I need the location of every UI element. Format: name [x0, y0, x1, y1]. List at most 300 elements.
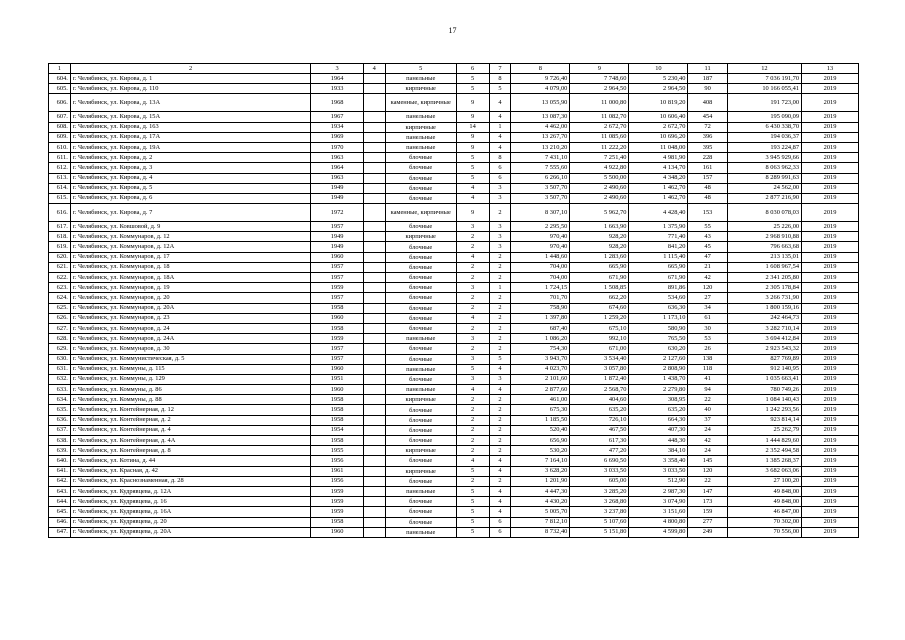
living-area-cell: 5 500,00	[570, 173, 629, 183]
wall-material-cell: панельные	[385, 334, 456, 344]
table-row	[49, 283, 859, 293]
residential-area-cell: 580,90	[629, 323, 688, 333]
year-cell: 2019	[802, 173, 859, 183]
wall-material-cell: панельные	[385, 385, 456, 395]
housing-register-table	[48, 63, 859, 538]
residents-cell: 408	[688, 94, 727, 112]
entrances-cell: 2	[489, 204, 511, 222]
living-area-cell: 635,20	[570, 405, 629, 415]
residents-cell: 277	[688, 517, 727, 527]
residential-area-cell: 4 981,90	[629, 153, 688, 163]
year-built-cell: 1959	[311, 507, 363, 517]
wall-material-cell: панельные	[385, 112, 456, 122]
address-cell: г. Челябинск, ул. Коммунаров, д. 12А	[70, 242, 310, 252]
wall-material-cell: панельные	[385, 74, 456, 84]
entrances-cell: 4	[489, 112, 511, 122]
year-cell: 2019	[802, 466, 859, 476]
row-index-cell: 617.	[49, 222, 71, 232]
table-row	[49, 163, 859, 173]
residents-cell: 147	[688, 486, 727, 496]
floors-cell: 2	[456, 476, 489, 486]
entrances-cell: 1	[489, 122, 511, 132]
residents-cell: 138	[688, 354, 727, 364]
wall-material-cell: кирпичные	[385, 122, 456, 132]
residents-cell: 454	[688, 112, 727, 122]
table-row	[49, 173, 859, 183]
year-built-cell: 1970	[311, 142, 363, 152]
wall-material-cell: панельные	[385, 132, 456, 142]
year-built-cell: 1967	[311, 112, 363, 122]
year-built-cell: 1955	[311, 446, 363, 456]
entrances-cell: 8	[489, 74, 511, 84]
cost-cell: 27 100,20	[727, 476, 801, 486]
address-cell: г. Челябинск, ул. Коммунаров, д. 24А	[70, 334, 310, 344]
row-index-cell: 606.	[49, 94, 71, 112]
cost-cell: 8 289 991,63	[727, 173, 801, 183]
floors-cell: 9	[456, 132, 489, 142]
row-index-cell: 640.	[49, 456, 71, 466]
year-built-cell: 1964	[311, 74, 363, 84]
residents-cell: 120	[688, 283, 727, 293]
residential-area-cell: 4 800,80	[629, 517, 688, 527]
table-row	[49, 293, 859, 303]
residential-area-cell: 2 964,50	[629, 84, 688, 94]
col-4-cell	[363, 364, 385, 374]
cost-cell: 70 302,00	[727, 517, 801, 527]
residential-area-cell: 2 279,80	[629, 385, 688, 395]
address-cell: г. Челябинск, ул. Кирова, д. 3	[70, 163, 310, 173]
row-index-cell: 642.	[49, 476, 71, 486]
year-cell: 2019	[802, 303, 859, 313]
total-area-cell: 530,20	[511, 446, 570, 456]
wall-material-cell: панельные	[385, 486, 456, 496]
year-built-cell: 1958	[311, 303, 363, 313]
row-index-cell: 641.	[49, 466, 71, 476]
residential-area-cell: 3 074,90	[629, 497, 688, 507]
total-area-cell: 4 023,70	[511, 364, 570, 374]
cost-cell: 3 266 731,90	[727, 293, 801, 303]
living-area-cell: 671,00	[570, 344, 629, 354]
address-cell: г. Челябинск, ул. Кирова, д. 17А	[70, 132, 310, 142]
col-4-cell	[363, 132, 385, 142]
total-area-cell: 675,30	[511, 405, 570, 415]
cost-cell: 1 800 159,16	[727, 303, 801, 313]
column-number-cell: 6	[456, 64, 489, 74]
cost-cell: 3 282 710,14	[727, 323, 801, 333]
cost-cell: 24 562,00	[727, 183, 801, 193]
address-cell: г. Челябинск, ул. Кудрявцева, д. 20А	[70, 527, 310, 537]
floors-cell: 3	[456, 283, 489, 293]
row-index-cell: 629.	[49, 344, 71, 354]
year-cell: 2019	[802, 84, 859, 94]
cost-cell: 1 084 140,43	[727, 395, 801, 405]
row-index-cell: 646.	[49, 517, 71, 527]
total-area-cell: 1 201,90	[511, 476, 570, 486]
entrances-cell: 2	[489, 303, 511, 313]
year-built-cell: 1957	[311, 262, 363, 272]
residents-cell: 55	[688, 222, 727, 232]
row-index-cell: 604.	[49, 74, 71, 84]
year-built-cell: 1957	[311, 293, 363, 303]
floors-cell: 5	[456, 364, 489, 374]
year-cell: 2019	[802, 112, 859, 122]
column-number-cell: 13	[802, 64, 859, 74]
col-4-cell	[363, 354, 385, 364]
wall-material-cell: блочные	[385, 517, 456, 527]
living-area-cell: 3 033,50	[570, 466, 629, 476]
year-cell: 2019	[802, 252, 859, 262]
year-built-cell: 1958	[311, 323, 363, 333]
row-index-cell: 631.	[49, 364, 71, 374]
floors-cell: 5	[456, 507, 489, 517]
residential-area-cell: 1 173,10	[629, 313, 688, 323]
floors-cell: 2	[456, 242, 489, 252]
floors-cell: 2	[456, 436, 489, 446]
residents-cell: 90	[688, 84, 727, 94]
cost-cell: 3 682 063,06	[727, 466, 801, 476]
entrances-cell: 2	[489, 273, 511, 283]
total-area-cell: 4 462,00	[511, 122, 570, 132]
year-built-cell: 1958	[311, 405, 363, 415]
total-area-cell: 4 079,00	[511, 84, 570, 94]
col-4-cell	[363, 385, 385, 395]
year-cell: 2019	[802, 122, 859, 132]
row-index-cell: 620.	[49, 252, 71, 262]
year-cell: 2019	[802, 456, 859, 466]
year-built-cell: 1972	[311, 204, 363, 222]
row-index-cell: 611.	[49, 153, 71, 163]
wall-material-cell: кирпичные	[385, 232, 456, 242]
cost-cell: 70 556,00	[727, 527, 801, 537]
entrances-cell: 2	[489, 252, 511, 262]
cost-cell: 1 242 293,56	[727, 405, 801, 415]
table-row	[49, 476, 859, 486]
col-4-cell	[363, 344, 385, 354]
year-built-cell: 1958	[311, 395, 363, 405]
row-index-cell: 615.	[49, 193, 71, 203]
entrances-cell: 6	[489, 173, 511, 183]
entrances-cell: 3	[489, 242, 511, 252]
table-row	[49, 446, 859, 456]
residents-cell: 40	[688, 405, 727, 415]
address-cell: г. Челябинск, ул. Котина, д. 44	[70, 456, 310, 466]
year-built-cell: 1960	[311, 527, 363, 537]
wall-material-cell: блочные	[385, 222, 456, 232]
residential-area-cell: 665,90	[629, 262, 688, 272]
wall-material-cell: блочные	[385, 415, 456, 425]
year-built-cell: 1956	[311, 456, 363, 466]
floors-cell: 2	[456, 303, 489, 313]
living-area-cell: 3 268,80	[570, 497, 629, 507]
wall-material-cell: блочные	[385, 507, 456, 517]
floors-cell: 4	[456, 183, 489, 193]
floors-cell: 5	[456, 466, 489, 476]
wall-material-cell: каменные, кирпичные	[385, 204, 456, 222]
wall-material-cell: блочные	[385, 405, 456, 415]
residential-area-cell: 5 230,40	[629, 74, 688, 84]
col-4-cell	[363, 142, 385, 152]
col-4-cell	[363, 84, 385, 94]
living-area-cell: 617,30	[570, 436, 629, 446]
year-built-cell: 1959	[311, 486, 363, 496]
year-built-cell: 1958	[311, 517, 363, 527]
row-index-cell: 610.	[49, 142, 71, 152]
residential-area-cell: 635,20	[629, 405, 688, 415]
year-cell: 2019	[802, 486, 859, 496]
year-cell: 2019	[802, 283, 859, 293]
living-area-cell: 11 085,60	[570, 132, 629, 142]
entrances-cell: 2	[489, 476, 511, 486]
living-area-cell: 928,20	[570, 232, 629, 242]
year-built-cell: 1963	[311, 173, 363, 183]
residents-cell: 34	[688, 303, 727, 313]
living-area-cell: 2 490,60	[570, 183, 629, 193]
col-4-cell	[363, 232, 385, 242]
table-row	[49, 507, 859, 517]
living-area-cell: 1 283,60	[570, 252, 629, 262]
entrances-cell: 2	[489, 293, 511, 303]
wall-material-cell: кирпичные	[385, 84, 456, 94]
total-area-cell: 656,90	[511, 436, 570, 446]
row-index-cell: 635.	[49, 405, 71, 415]
floors-cell: 5	[456, 173, 489, 183]
residents-cell: 26	[688, 344, 727, 354]
table-row	[49, 354, 859, 364]
table-row	[49, 122, 859, 132]
cost-cell: 10 166 055,41	[727, 84, 801, 94]
living-area-cell: 7 748,60	[570, 74, 629, 84]
year-built-cell: 1949	[311, 183, 363, 193]
wall-material-cell: блочные	[385, 252, 456, 262]
residential-area-cell: 2 987,30	[629, 486, 688, 496]
living-area-cell: 675,10	[570, 323, 629, 333]
entrances-cell: 5	[489, 84, 511, 94]
col-4-cell	[363, 273, 385, 283]
living-area-cell: 1 663,90	[570, 222, 629, 232]
living-area-cell: 5 962,70	[570, 204, 629, 222]
year-built-cell: 1964	[311, 163, 363, 173]
total-area-cell: 1 397,80	[511, 313, 570, 323]
col-4-cell	[363, 436, 385, 446]
col-4-cell	[363, 242, 385, 252]
table-row	[49, 142, 859, 152]
entrances-cell: 2	[489, 446, 511, 456]
residential-area-cell: 3 358,40	[629, 456, 688, 466]
row-index-cell: 626.	[49, 313, 71, 323]
entrances-cell: 2	[489, 395, 511, 405]
year-cell: 2019	[802, 183, 859, 193]
year-cell: 2019	[802, 222, 859, 232]
total-area-cell: 970,40	[511, 232, 570, 242]
year-cell: 2019	[802, 425, 859, 435]
floors-cell: 5	[456, 74, 489, 84]
year-cell: 2019	[802, 262, 859, 272]
table-row	[49, 84, 859, 94]
cost-cell: 796 663,68	[727, 242, 801, 252]
total-area-cell: 13 055,90	[511, 94, 570, 112]
table-row	[49, 466, 859, 476]
cost-cell: 195 090,09	[727, 112, 801, 122]
wall-material-cell: кирпичные	[385, 395, 456, 405]
floors-cell: 9	[456, 142, 489, 152]
col-4-cell	[363, 446, 385, 456]
col-4-cell	[363, 222, 385, 232]
wall-material-cell: блочные	[385, 153, 456, 163]
residential-area-cell: 771,40	[629, 232, 688, 242]
col-4-cell	[363, 94, 385, 112]
residents-cell: 153	[688, 204, 727, 222]
floors-cell: 5	[456, 527, 489, 537]
table-row	[49, 436, 859, 446]
address-cell: г. Челябинск, ул. Красная, д. 42	[70, 466, 310, 476]
cost-cell: 2 968 910,88	[727, 232, 801, 242]
floors-cell: 2	[456, 323, 489, 333]
total-area-cell: 1 448,60	[511, 252, 570, 262]
year-built-cell: 1969	[311, 132, 363, 142]
year-cell: 2019	[802, 476, 859, 486]
year-cell: 2019	[802, 507, 859, 517]
residential-area-cell: 448,30	[629, 436, 688, 446]
table-row	[49, 527, 859, 537]
entrances-cell: 2	[489, 323, 511, 333]
living-area-cell: 5 151,80	[570, 527, 629, 537]
residents-cell: 157	[688, 173, 727, 183]
address-cell: г. Челябинск, ул. Кирова, д. 5	[70, 183, 310, 193]
total-area-cell: 461,00	[511, 395, 570, 405]
living-area-cell: 3 057,80	[570, 364, 629, 374]
floors-cell: 14	[456, 122, 489, 132]
row-index-cell: 616.	[49, 204, 71, 222]
residents-cell: 161	[688, 163, 727, 173]
residential-area-cell: 765,50	[629, 334, 688, 344]
total-area-cell: 754,30	[511, 344, 570, 354]
address-cell: г. Челябинск, ул. Контейнерная, д. 4	[70, 425, 310, 435]
entrances-cell: 3	[489, 193, 511, 203]
total-area-cell: 701,70	[511, 293, 570, 303]
floors-cell: 5	[456, 163, 489, 173]
row-index-cell: 632.	[49, 374, 71, 384]
column-number-cell: 9	[570, 64, 629, 74]
floors-cell: 2	[456, 395, 489, 405]
residents-cell: 228	[688, 153, 727, 163]
row-index-cell: 633.	[49, 385, 71, 395]
living-area-cell: 3 237,80	[570, 507, 629, 517]
entrances-cell: 3	[489, 374, 511, 384]
total-area-cell: 520,40	[511, 425, 570, 435]
residents-cell: 42	[688, 436, 727, 446]
year-cell: 2019	[802, 204, 859, 222]
cost-cell: 1 608 967,54	[727, 262, 801, 272]
table-row	[49, 517, 859, 527]
total-area-cell: 1 724,15	[511, 283, 570, 293]
col-4-cell	[363, 293, 385, 303]
residential-area-cell: 4 134,70	[629, 163, 688, 173]
column-number-cell: 7	[489, 64, 511, 74]
year-cell: 2019	[802, 193, 859, 203]
residents-cell: 47	[688, 252, 727, 262]
column-number-cell: 12	[727, 64, 801, 74]
residential-area-cell: 3 033,50	[629, 466, 688, 476]
col-4-cell	[363, 204, 385, 222]
total-area-cell: 2 877,60	[511, 385, 570, 395]
residents-cell: 43	[688, 232, 727, 242]
residential-area-cell: 4 348,20	[629, 173, 688, 183]
living-area-cell: 3 285,20	[570, 486, 629, 496]
cost-cell: 242 464,73	[727, 313, 801, 323]
living-area-cell: 671,90	[570, 273, 629, 283]
living-area-cell: 605,00	[570, 476, 629, 486]
cost-cell: 25 262,79	[727, 425, 801, 435]
table-row	[49, 94, 859, 112]
living-area-cell: 726,10	[570, 415, 629, 425]
total-area-cell: 7 812,10	[511, 517, 570, 527]
residential-area-cell: 308,95	[629, 395, 688, 405]
col-4-cell	[363, 405, 385, 415]
living-area-cell: 674,60	[570, 303, 629, 313]
cost-cell: 2 352 494,58	[727, 446, 801, 456]
residential-area-cell: 671,90	[629, 273, 688, 283]
entrances-cell: 4	[489, 497, 511, 507]
residents-cell: 120	[688, 466, 727, 476]
year-cell: 2019	[802, 242, 859, 252]
wall-material-cell: блочные	[385, 183, 456, 193]
living-area-cell: 11 082,70	[570, 112, 629, 122]
total-area-cell: 1 086,20	[511, 334, 570, 344]
wall-material-cell: блочные	[385, 323, 456, 333]
table-row	[49, 74, 859, 84]
total-area-cell: 4 430,20	[511, 497, 570, 507]
row-index-cell: 634.	[49, 395, 71, 405]
residential-area-cell: 636,30	[629, 303, 688, 313]
address-cell: г. Челябинск, ул. Кудрявцева, д. 20	[70, 517, 310, 527]
table-row	[49, 242, 859, 252]
row-index-cell: 609.	[49, 132, 71, 142]
residents-cell: 22	[688, 476, 727, 486]
year-cell: 2019	[802, 293, 859, 303]
total-area-cell: 3 507,70	[511, 193, 570, 203]
address-cell: г. Челябинск, ул. Кирова, д. 15А	[70, 112, 310, 122]
wall-material-cell: блочные	[385, 303, 456, 313]
floors-cell: 2	[456, 446, 489, 456]
year-built-cell: 1963	[311, 153, 363, 163]
living-area-cell: 662,20	[570, 293, 629, 303]
living-area-cell: 3 534,40	[570, 354, 629, 364]
total-area-cell: 13 267,70	[511, 132, 570, 142]
row-index-cell: 627.	[49, 323, 71, 333]
entrances-cell: 4	[489, 507, 511, 517]
row-index-cell: 608.	[49, 122, 71, 132]
entrances-cell: 4	[489, 364, 511, 374]
residents-cell: 45	[688, 242, 727, 252]
living-area-cell: 4 922,80	[570, 163, 629, 173]
residents-cell: 24	[688, 446, 727, 456]
table-row	[49, 303, 859, 313]
floors-cell: 9	[456, 112, 489, 122]
total-area-cell: 704,00	[511, 262, 570, 272]
entrances-cell: 2	[489, 425, 511, 435]
address-cell: г. Челябинск, ул. Кирова, д. 7	[70, 204, 310, 222]
table-row	[49, 415, 859, 425]
cost-cell: 46 847,00	[727, 507, 801, 517]
year-cell: 2019	[802, 344, 859, 354]
entrances-cell: 2	[489, 436, 511, 446]
residents-cell: 37	[688, 415, 727, 425]
cost-cell: 8 063 962,33	[727, 163, 801, 173]
living-area-cell: 2 568,70	[570, 385, 629, 395]
table-row	[49, 232, 859, 242]
cost-cell: 923 814,14	[727, 415, 801, 425]
living-area-cell: 1 259,20	[570, 313, 629, 323]
